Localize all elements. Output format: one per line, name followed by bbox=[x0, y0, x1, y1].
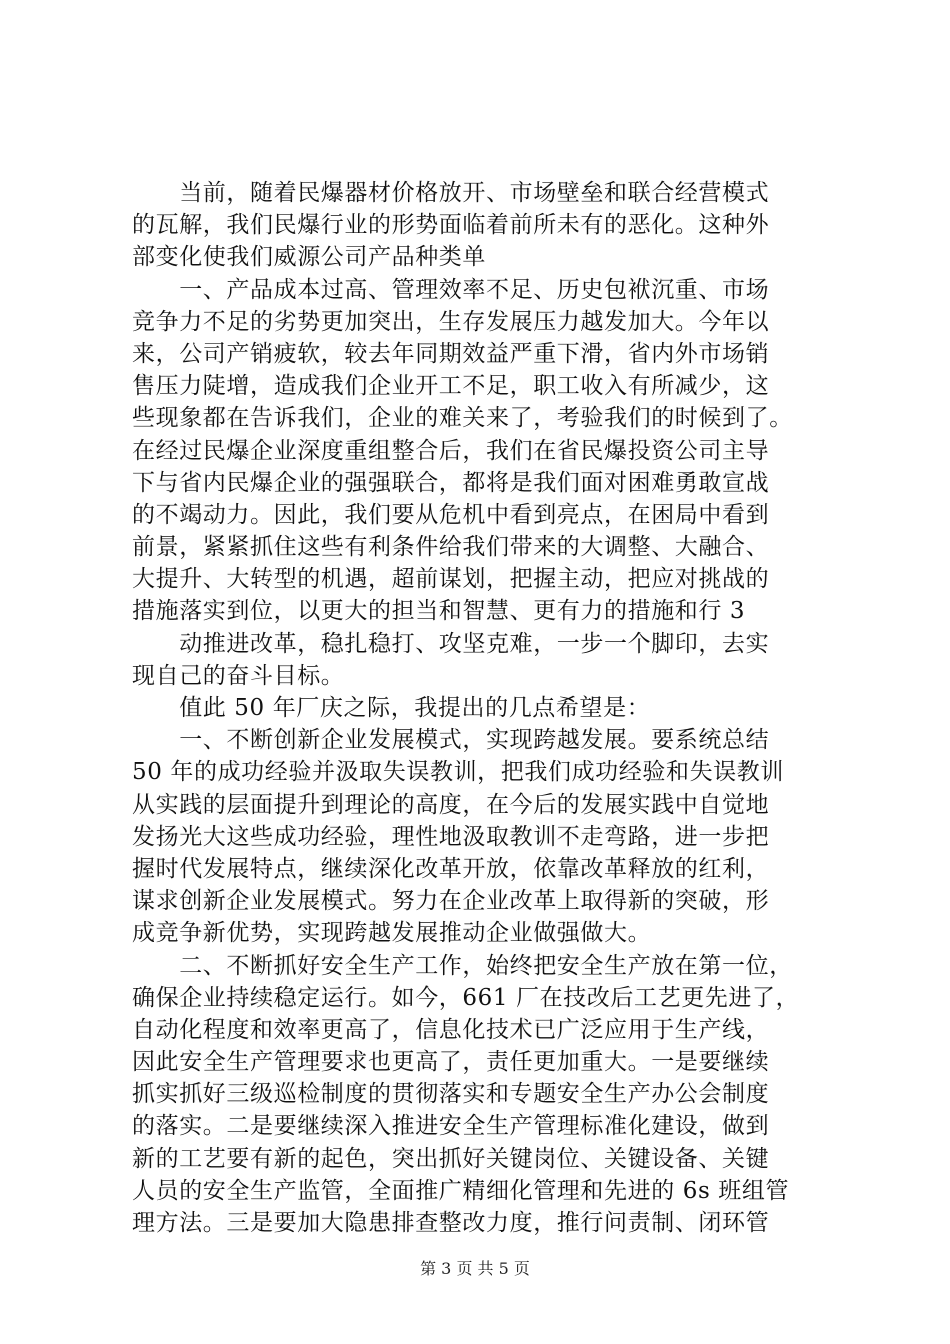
text-line: 当前，随着民爆器材价格放开、市场壁垒和联合经营模式 bbox=[132, 180, 770, 206]
text-line: 理方法。三是要加大隐患排查整改力度，推行问责制、闭环管 bbox=[132, 1210, 770, 1236]
text-line: 的落实。二是要继续深入推进安全生产管理标准化建设，做到 bbox=[132, 1113, 770, 1140]
text-line: 因此安全生产管理要求也更高了，责任更加重大。一是要继续 bbox=[132, 1049, 770, 1076]
text-line: 值此 50 年厂庆之际，我提出的几点希望是： bbox=[132, 695, 651, 721]
document-body bbox=[132, 177, 832, 1239]
text-line: 50 年的成功经验并汲取失误教训，把我们成功经验和失误教训 bbox=[132, 759, 784, 786]
text-line: 谋求创新企业发展模式。努力在企业改革上取得新的突破，形 bbox=[132, 888, 770, 915]
text-line: 前景，紧紧抓住这些有利条件给我们带来的大调整、大融合、 bbox=[132, 534, 770, 561]
text-line: 新的工艺要有新的起色，突出抓好关键岗位、关键设备、关键 bbox=[132, 1145, 770, 1172]
text-line: 下与省内民爆企业的强强联合，都将是我们面对困难勇敢宣战 bbox=[132, 469, 770, 496]
text-line: 握时代发展特点，继续深化改革开放，依靠改革释放的红利， bbox=[132, 855, 770, 882]
text-line: 一、不断创新企业发展模式，实现跨越发展。要系统总结 bbox=[132, 727, 770, 754]
text-line: 二、不断抓好安全生产工作，始终把安全生产放在第一位， bbox=[132, 952, 793, 979]
text-line: 确保企业持续稳定运行。如今，661 厂在技改后工艺更先进了， bbox=[132, 984, 800, 1011]
text-line: 大提升、大转型的机遇，超前谋划，把握主动，把应对挑战的 bbox=[132, 566, 770, 593]
text-line: 竞争力不足的劣势更加突出，生存发展压力越发加大。今年以 bbox=[132, 308, 770, 335]
text-line: 的瓦解，我们民爆行业的形势面临着前所未有的恶化。这种外 bbox=[132, 212, 770, 239]
text-line: 发扬光大这些成功经验，理性地汲取教训不走弯路，进一步把 bbox=[132, 823, 770, 850]
text-line: 成竞争新优势，实现跨越发展推动企业做强做大。 bbox=[132, 920, 652, 947]
text-line: 部变化使我们威源公司产品种类单 bbox=[132, 244, 486, 271]
text-line: 动推进改革，稳扎稳打、攻坚克难，一步一个脚印，去实 bbox=[132, 630, 770, 657]
page-number-footer: 第 3 页 共 5 页 bbox=[420, 1259, 530, 1278]
text-line: 人员的安全生产监管，全面推广精细化管理和先进的 6s 班组管 bbox=[132, 1177, 790, 1204]
text-line: 在经过民爆企业深度重组整合后，我们在省民爆投资公司主导 bbox=[132, 437, 770, 464]
text-line: 自动化程度和效率更高了，信息化技术已广泛应用于生产线， bbox=[132, 1016, 770, 1043]
text-line: 些现象都在告诉我们，企业的难关来了，考验我们的时候到了。 bbox=[132, 405, 793, 432]
text-line: 一、产品成本过高、管理效率不足、历史包袱沉重、市场 bbox=[132, 276, 770, 303]
text-line: 来，公司产销疲软，较去年同期效益严重下滑，省内外市场销 bbox=[132, 340, 770, 367]
text-line: 现自己的奋斗目标。 bbox=[132, 662, 345, 689]
text-line: 措施落实到位，以更大的担当和智慧、更有力的措施和行 3 bbox=[132, 598, 746, 625]
text-line: 售压力陡增，造成我们企业开工不足，职工收入有所减少，这 bbox=[132, 373, 770, 400]
text-line: 抓实抓好三级巡检制度的贯彻落实和专题安全生产办公会制度 bbox=[132, 1081, 770, 1108]
text-line: 的不竭动力。因此，我们要从危机中看到亮点，在困局中看到 bbox=[132, 501, 770, 528]
text-line: 从实践的层面提升到理论的高度，在今后的发展实践中自觉地 bbox=[132, 791, 770, 818]
